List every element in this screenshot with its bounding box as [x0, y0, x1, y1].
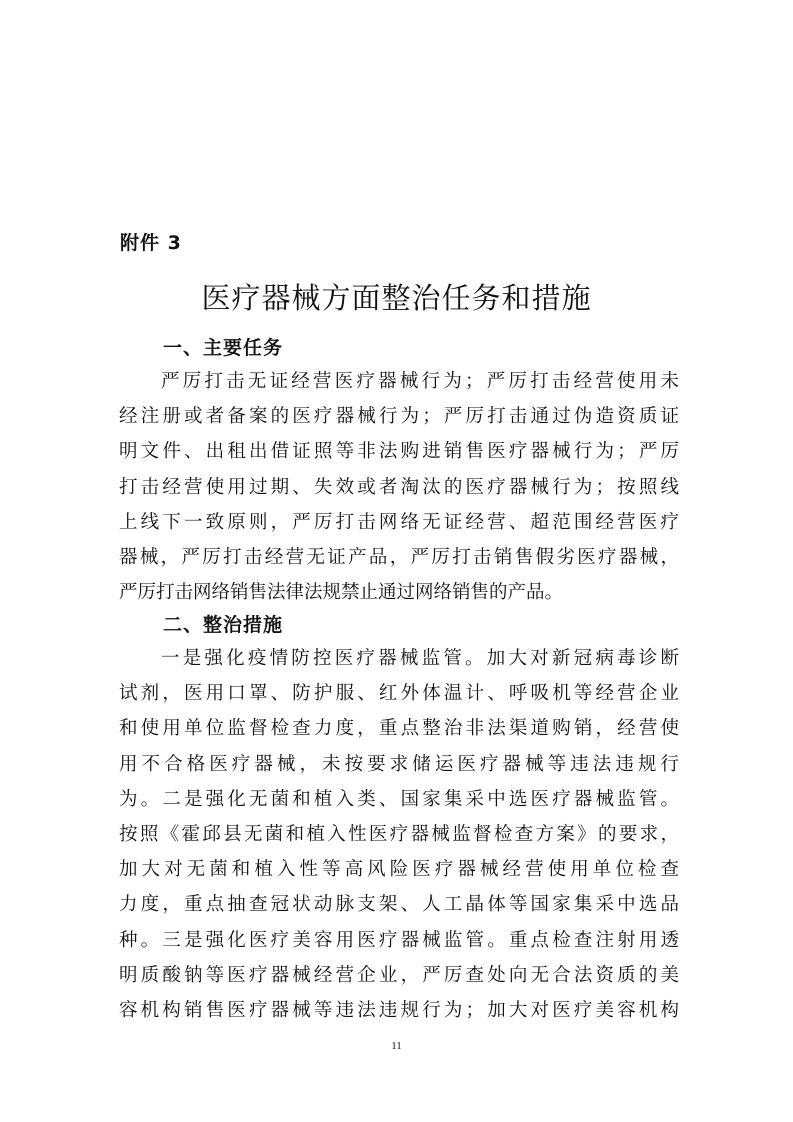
paragraph-line: 加大对无菌和植入性等高风险医疗器械经营使用单位检查 [119, 859, 679, 881]
paragraph-line: 一是强化疫情防控医疗器械监管。加大对新冠病毒诊断 [161, 648, 679, 669]
paragraph-line: 用不合格医疗器械，未按要求储运医疗器械等违法违规行 [119, 753, 679, 775]
paragraph-line: 经注册或者备案的医疗器械行为；严厉打击通过伪造资质证 [119, 406, 679, 428]
paragraph-line: 和使用单位监督检查力度，重点整治非法渠道购销，经营使 [119, 718, 679, 740]
paragraph-line: 试剂，医用口罩、防护服、红外体温计、呼吸机等经营企业 [119, 683, 679, 705]
section-heading-measures: 二、整治措施 [163, 614, 284, 636]
attachment-label: 附件 3 [120, 232, 182, 254]
paragraph-line: 上线下一致原则，严厉打击网络无证经营、超范围经营医疗 [119, 511, 679, 533]
paragraph-line: 为。二是强化无菌和植入类、国家集采中选医疗器械监管。 [119, 788, 679, 810]
section-heading-main-tasks: 一、主要任务 [163, 337, 284, 359]
paragraph-line: 明质酸钠等医疗器械经营企业，严厉查处向无合法资质的美 [119, 964, 679, 986]
paragraph-line: 器械，严厉打击经营无证产品，严厉打击销售假劣医疗器械， [119, 546, 679, 568]
paragraph-measures [119, 641, 679, 1028]
paragraph-line: 明文件、出租出借证照等非法购进销售医疗器械行为；严厉 [119, 441, 679, 463]
page-number: 11 [391, 1040, 402, 1052]
paragraph-line: 严厉打击网络销售法律法规禁止通过网络销售的产品。 [119, 582, 564, 604]
paragraph-line: 容机构销售医疗器械等违法违规行为；加大对医疗美容机构 [119, 999, 679, 1021]
paragraph-line: 力度，重点抽查冠状动脉支架、人工晶体等国家集采中选品 [119, 894, 679, 916]
paragraph-main-tasks [119, 364, 679, 610]
paragraph-line: 严厉打击无证经营医疗器械行为；严厉打击经营使用未 [161, 371, 679, 392]
paragraph-line: 按照《霍邱县无菌和植入性医疗器械监督检查方案》的要求， [119, 823, 679, 845]
document-title: 医疗器械方面整治任务和措施 [201, 281, 592, 315]
paragraph-line: 打击经营使用过期、失效或者淘汰的医疗器械行为；按照线 [119, 476, 679, 498]
paragraph-line: 种。三是强化医疗美容用医疗器械监管。重点检查注射用透 [119, 929, 679, 951]
